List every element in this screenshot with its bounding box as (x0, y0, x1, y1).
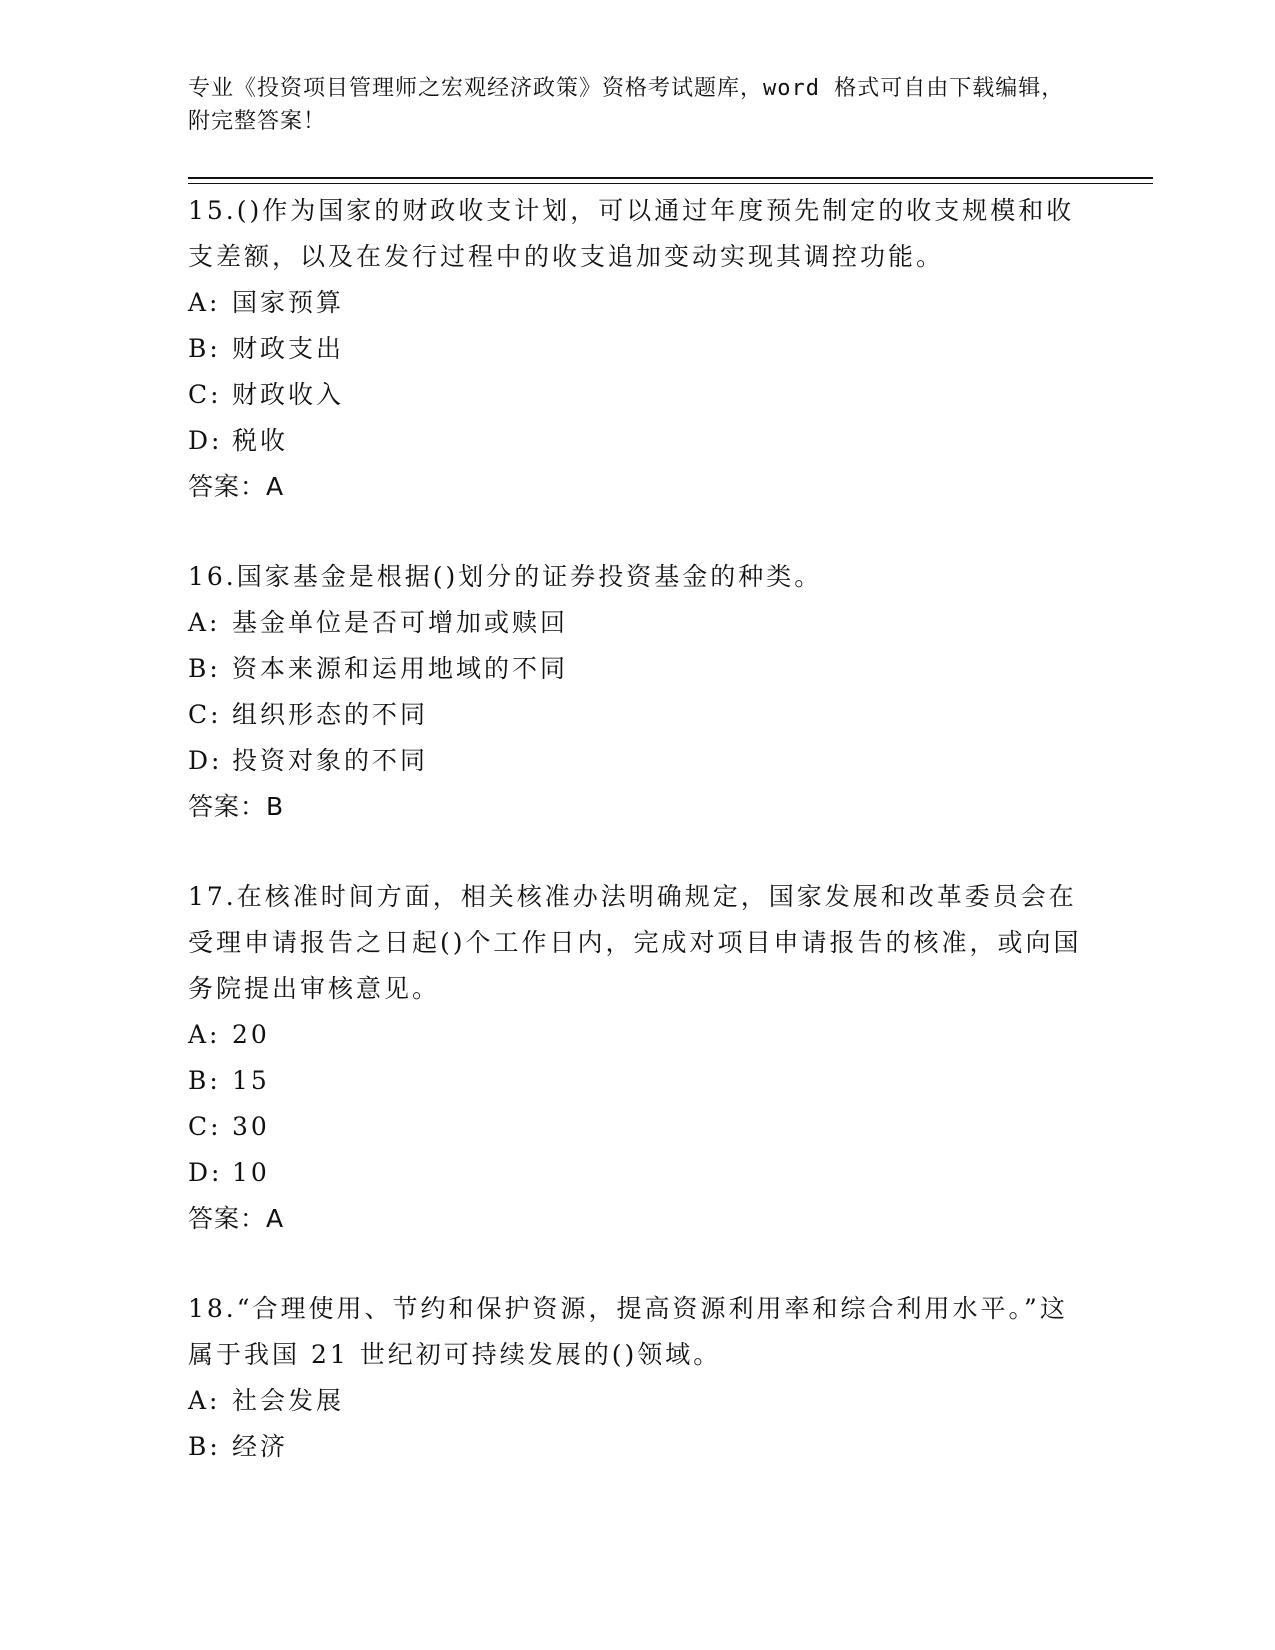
question-15 (188, 188, 1088, 510)
option-key: C: (188, 1112, 222, 1141)
question-stem: 15.()作为国家的财政收支计划，可以通过年度预先制定的收支规模和收支差额，以及在发行过程中的收支追加变动实现其调控功能。 (188, 196, 1075, 271)
option-key: D: (188, 1158, 223, 1187)
question-16 (188, 554, 1088, 830)
option-key: C: (188, 700, 222, 729)
option-text: 15 (232, 1066, 270, 1095)
option-text: 基金单位是否可增加或赎回 (232, 608, 569, 637)
option-text: 国家预算 (232, 288, 345, 317)
answer-line: 答案：A (188, 472, 285, 501)
header-rule-thick (188, 177, 1153, 179)
document-intro: 专业《投资项目管理师之宏观经济政策》资格考试题库，word 格式可自由下载编辑，附完整答案！ (188, 76, 1065, 134)
question-stem: 18.“合理使用、节约和保护资源，提高资源利用率和综合利用水平。”这属于我国 21 世纪初可持续发展的()领域。 (188, 1294, 1068, 1369)
option-key: A: (188, 1020, 221, 1049)
option-c (188, 692, 1088, 738)
option-a (188, 600, 1088, 646)
option-c (188, 1104, 1088, 1150)
option-text: 税收 (232, 426, 289, 455)
option-text: 20 (232, 1020, 270, 1049)
option-text: 10 (232, 1158, 270, 1187)
option-text: 投资对象的不同 (232, 746, 429, 775)
option-key: B: (188, 1432, 221, 1461)
option-text: 财政支出 (232, 334, 345, 363)
option-key: C: (188, 380, 222, 409)
option-text: 社会发展 (232, 1386, 345, 1415)
option-a (188, 280, 1088, 326)
option-d (188, 738, 1088, 784)
option-text: 经济 (232, 1432, 289, 1461)
option-b (188, 1058, 1088, 1104)
answer-line: 答案：B (188, 792, 285, 821)
option-key: B: (188, 654, 221, 683)
option-key: A: (188, 1386, 221, 1415)
option-b (188, 1424, 1088, 1470)
option-key: B: (188, 334, 221, 363)
option-b (188, 646, 1088, 692)
option-a (188, 1378, 1088, 1424)
option-b (188, 326, 1088, 372)
question-list (188, 188, 1088, 1514)
option-key: D: (188, 426, 223, 455)
question-17 (188, 874, 1088, 1242)
option-key: A: (188, 288, 221, 317)
option-text: 资本来源和运用地域的不同 (232, 654, 569, 683)
option-d (188, 418, 1088, 464)
question-stem: 16.国家基金是根据()划分的证券投资基金的种类。 (188, 562, 823, 591)
option-key: B: (188, 1066, 221, 1095)
option-a (188, 1012, 1088, 1058)
question-stem: 17.在核准时间方面，相关核准办法明确规定，国家发展和改革委员会在受理申请报告之日起()个工作日内，完成对项目申请报告的核准，或向国务院提出审核意见。 (188, 882, 1082, 1003)
answer-line: 答案：A (188, 1204, 285, 1233)
option-key: D: (188, 746, 223, 775)
option-key: A: (188, 608, 221, 637)
header-rule-thin (188, 183, 1153, 184)
question-18 (188, 1286, 1088, 1470)
option-text: 30 (232, 1112, 270, 1141)
option-text: 组织形态的不同 (232, 700, 429, 729)
option-c (188, 372, 1088, 418)
option-text: 财政收入 (232, 380, 345, 409)
option-d (188, 1150, 1088, 1196)
